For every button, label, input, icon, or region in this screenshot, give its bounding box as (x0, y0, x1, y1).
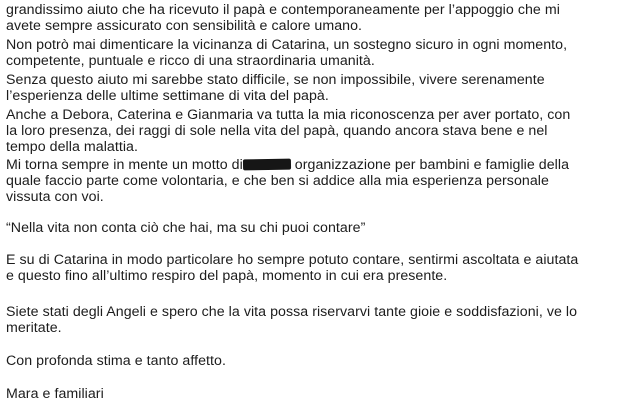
letter-line: grandissimo aiuto che ha ricevuto il papà e contemporaneamente per l’appoggio che mi (6, 2, 560, 18)
letter-line: e questo fino all’ultimo respiro del papà, momento in cui era presente. (6, 268, 448, 284)
redaction-mark (243, 159, 291, 171)
letter-line: competente, puntuale e ricco di una straordinaria umanità. (6, 53, 375, 69)
letter-line: vissuta con voi. (6, 189, 104, 205)
quote-line: “Nella vita non conta ciò che hai, ma su chi puoi contare” (6, 220, 366, 236)
letter-line: Senza questo aiuto mi sarebbe stato difficile, se non impossibile, vivere serenamente (6, 72, 545, 88)
letter-text: organizzazione per bambini e famiglie della (290, 157, 570, 173)
letter-line: tempo della malattia. (6, 139, 138, 155)
letter-line-with-redaction (6, 157, 569, 173)
letter-line: meritate. (6, 320, 62, 336)
letter-text: Mi torna sempre in mente un motto di (6, 157, 243, 173)
letter-line: avete sempre assicurato con sensibilità e calore umano. (6, 18, 363, 34)
letter-line: Non potrò mai dimenticare la vicinanza di Catarina, un sostegno sicuro in ogni momento, (6, 37, 568, 53)
letter-line: E su di Catarina in modo particolare ho sempre potuto contare, sentirmi ascoltata e aiutata (6, 252, 579, 268)
letter-line: Anche a Debora, Caterina e Gianmaria va tutta la mia riconoscenza per aver portato, con (6, 107, 571, 123)
letter-line: Siete stati degli Angeli e spero che la vita possa riservarvi tante gioie e soddisfazioni, ve lo (6, 304, 578, 320)
letter-line: la loro presenza, dei raggi di sole nella vita del papà, quando ancora stava bene e nel (6, 123, 548, 139)
closing-line: Con profonda stima e tanto affetto. (6, 353, 226, 369)
letter-line: l’esperienza delle ultime settimane di vita del papà. (6, 88, 329, 104)
letter-line: quale faccio parte come volontaria, e che ben si addice alla mia esperienza personale (6, 173, 549, 189)
signature-line: Mara e familiari (6, 386, 104, 402)
